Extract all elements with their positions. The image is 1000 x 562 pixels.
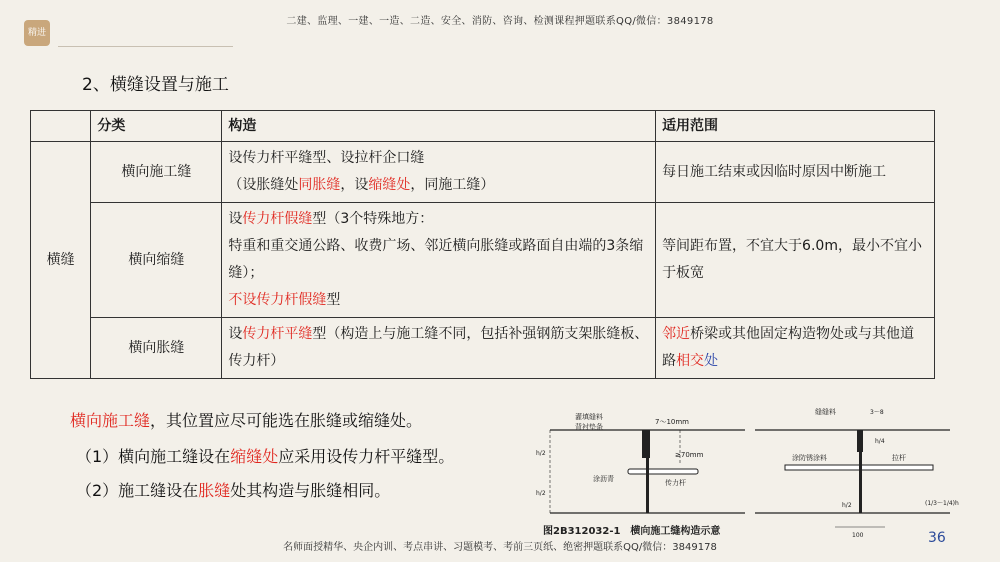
label-h4: h/4 [875,438,885,445]
note-highlight: 横向施工缝 [70,411,151,430]
label-fill: 灌填缝料 [575,413,603,421]
label-gap: 7～10mm [655,418,689,426]
note-line-1 [70,408,422,431]
row-construct [222,203,656,318]
row-scope [656,318,935,379]
figure-caption: 图2B312032-1 横向施工缝构造示意 [543,526,721,537]
note-text: （1）横向施工缝设在 [76,447,231,466]
table-row [31,142,935,203]
construct-highlight: 传力杆平缝 [242,326,313,342]
top-banner: 二建、监理、一建、一造、二造、安全、消防、咨询、检测课程押题联系QQ/微信：3849178 [286,16,714,27]
label-pad: 背衬垫条 [575,423,603,431]
note-highlight: 胀缝 [198,481,231,500]
note-text: （2）施工缝设在 [76,481,199,500]
row-construct [222,142,656,203]
label-w100: 100 [852,532,864,539]
joint-table [30,110,935,379]
construct-text: 型（构造上与施工缝不同，包括补强钢筋支架胀缝板、传力杆） [228,326,649,369]
dowel-bar [628,469,698,474]
row-category: 横向胀缝 [91,318,222,379]
scope-text: 桥梁或其他固定构造物处或与其他道路 [662,326,915,369]
construct-text: ，同施工缝） [410,177,495,193]
label-paint: 涂沥青 [593,475,614,483]
note-highlight: 缩缝处 [230,447,279,466]
label-len: ≥70mm [675,451,704,459]
table-row [31,203,935,318]
label-h2b: h/2 [536,490,546,497]
group-label: 横缝 [31,142,91,379]
section-title: 2、横缝设置与施工 [82,75,229,95]
label-fill2: 缝缝料 [815,408,836,416]
construct-highlight: 缩缝处 [368,177,411,193]
row-construct [222,318,656,379]
construct-highlight: 同胀缝 [298,177,341,193]
construct-text: 型（3个特殊地方： [312,211,434,227]
note-text: 处其构造与胀缝相同。 [230,481,391,500]
row-scope: 每日施工结束或因临时原因中断施工 [656,142,935,203]
table-header-row [31,111,935,142]
construct-text: （设胀缝处 [228,177,299,193]
construct-text: ，设 [340,177,369,193]
construct-text: 特重和重交通公路、收费广场、邻近横向胀缝或路面自由端的3条缩缝）； [228,238,644,281]
label-coat: 涂防锈涂料 [792,454,827,462]
page-number: 36 [928,530,946,546]
scope-highlight: 邻近 [662,326,691,342]
construct-text: 设 [228,211,243,227]
label-h2a: h/2 [536,450,546,457]
row-category: 横向施工缝 [91,142,222,203]
label-dowel: 传力杆 [665,479,686,487]
construct-text: 设传力杆平缝型、设拉杆企口缝 [228,150,425,166]
note-line-3 [76,478,390,501]
note-text: ，其位置应尽可能选在胀缝或缩缝处。 [150,411,423,430]
bottom-banner: 名师面授精华、央企内训、考点串讲、习题模考、考前三页纸、绝密押题联系QQ/微信：3849178 [283,542,717,553]
construct-highlight: 不设传力杆假缝 [228,292,327,308]
top-divider [58,46,233,47]
row-category: 横向缩缝 [91,203,222,318]
construct-text: 设 [228,326,243,342]
sealant-fill [642,430,650,458]
header-empty [31,111,91,142]
note-text: 应采用设传力杆平缝型。 [278,447,455,466]
table-row [31,318,935,379]
note-line-2 [76,444,454,467]
label-h3: (1/3～1/4)h [925,500,959,507]
scope-text: 处 [704,353,719,369]
left-joint-drawing [536,412,745,513]
logo: 精进 [24,20,50,46]
label-tie: 拉杆 [892,454,906,462]
label-h2c: h/2 [842,502,852,509]
header-category: 分类 [91,111,222,142]
construct-highlight: 传力杆假缝 [242,211,313,227]
row-scope: 等间距布置，不宜大于6.0m，最小不宜小于板宽 [656,203,935,318]
header-construct: 构造 [222,111,656,142]
scope-highlight: 相交 [676,353,705,369]
header-scope: 适用范围 [656,111,935,142]
right-joint-drawing [755,407,959,539]
label-dim1: 3～8 [870,409,884,416]
construct-text: 型 [326,292,341,308]
